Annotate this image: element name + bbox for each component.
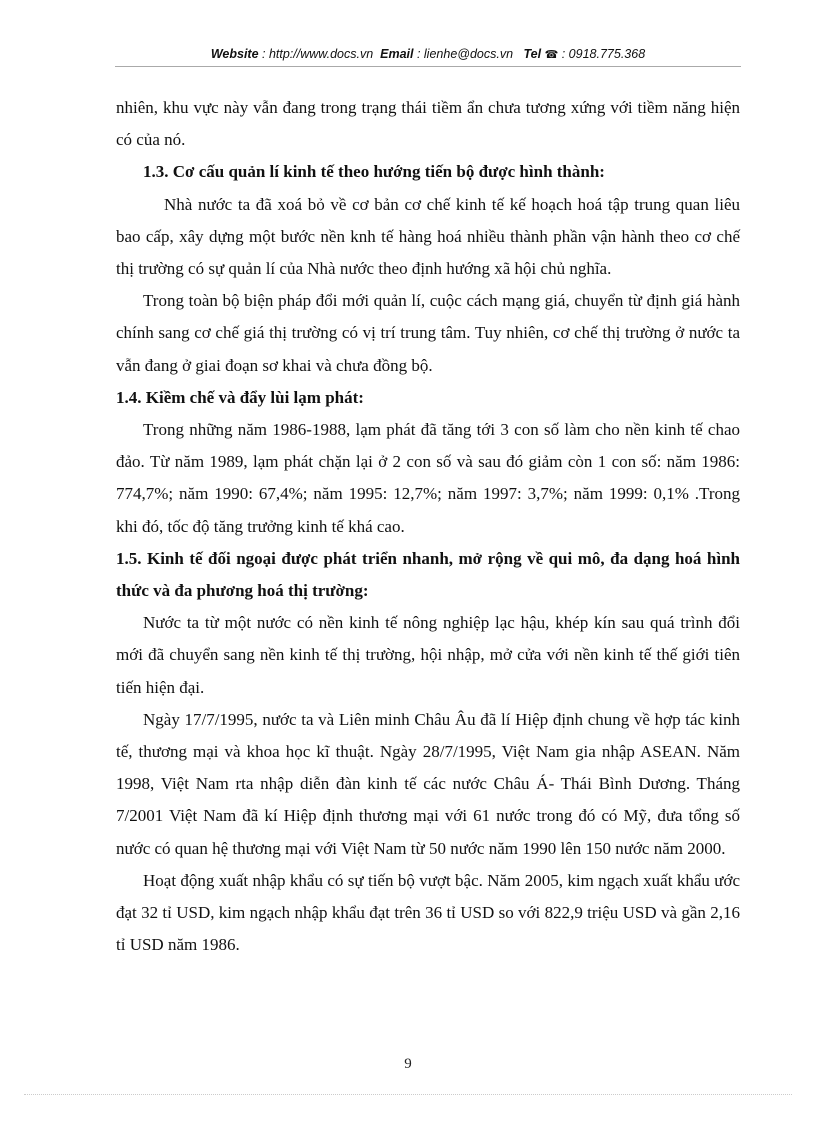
phone-number: : 0918.775.368 xyxy=(558,47,646,61)
website-separator: : xyxy=(258,47,269,61)
section-heading-1-5: 1.5. Kinh tế đối ngoại được phát triển nhanh, mở rộng về qui mô, đa dạng hoá hình thức và đa phương hoá thị trường: xyxy=(116,548,740,601)
website-url[interactable]: http://www.docs.vn xyxy=(268,47,374,61)
page-header xyxy=(115,47,741,61)
tel-label: Tel xyxy=(523,47,542,61)
email-address[interactable]: lienhe@docs.vn xyxy=(423,47,514,61)
footer-divider xyxy=(24,1094,792,1095)
section-heading-1-4: 1.4. Kiềm chế và đẩy lùi lạm phát: xyxy=(116,387,364,407)
header-divider xyxy=(115,66,741,67)
page-number: 9 xyxy=(404,1056,412,1072)
document-body xyxy=(116,92,740,961)
paragraph: Hoạt động xuất nhập khẩu có sự tiến bộ vượt bậc. Năm 2005, kim ngạch xuất khẩu ước đạt 32 tỉ USD, kim ngạch nhập khẩu đạt trên 36 tỉ USD so với 822,9 triệu USD và gần 2,16 tỉ USD năm 1986. xyxy=(116,870,740,955)
section-heading-1-3: 1.3. Cơ cấu quản lí kinh tế theo hướng tiến bộ được hình thành: xyxy=(143,162,605,182)
paragraph: Nước ta từ một nước có nền kinh tế nông nghiệp lạc hậu, khép kín sau quá trình đổi mới đã chuyển sang nền kinh tế thị trường, hội nhập, mở cửa với nền kinh tế thế giới tiên tiến hiện đại. xyxy=(116,613,740,697)
paragraph: Trong toàn bộ biện pháp đổi mới quản lí, cuộc cách mạng giá, chuyển từ định giá hành chính sang cơ chế giá thị trường có vị trí trung tâm. Tuy nhiên, cơ chế thị trường ở nước ta vẫn đang ở giai đoạn sơ khai và chưa đồng bộ. xyxy=(116,291,740,375)
paragraph: Nhà nước ta đã xoá bỏ về cơ bản cơ chế kinh tế kế hoạch hoá tập trung quan liêu bao cấp, xây dựng một bước nền knh tế hàng hoá nhiều thành phần vận hành theo cơ chế thị trường có sự quản lí của Nhà nước theo định hướng xã hội chủ nghĩa. xyxy=(116,194,740,279)
email-separator: : xyxy=(413,47,424,61)
paragraph: Trong những năm 1986-1988, lạm phát đã tăng tới 3 con số làm cho nền kinh tế chao đảo. Từ năm 1989, lạm phát chặn lại ở 2 con số và sau đó giảm còn 1 con số: năm 1986: 774,7%; năm 1990: 67,4%; năm 1995: 12,7%; năm 1997: 3,7%; năm 1999: 0,1% .Trong khi đó, tốc độ tăng trưởng kinh tế khá cao. xyxy=(116,420,740,536)
paragraph: nhiên, khu vực này vẫn đang trong trạng thái tiềm ẩn chưa tương xứng với tiềm năng hiện có của nó. xyxy=(116,98,740,150)
website-label: Website xyxy=(210,47,259,61)
paragraph: Ngày 17/7/1995, nước ta và Liên minh Châu Âu đã lí Hiệp định chung về hợp tác kinh tế, thương mại và khoa học kĩ thuật. Ngày 28/7/1995, Việt Nam gia nhập ASEAN. Năm 1998, Việt Nam rta nhập diễn đàn kinh tế các nước Châu Á- Thái Bình Dương. Tháng 7/2001 Việt Nam đã kí Hiệp định thương mại với 61 nước trong đó có Mỹ, đưa tổng số nước có quan hệ thương mại với Việt Nam từ 50 nước năm 1990 lên 150 nước năm 2000. xyxy=(116,709,740,858)
phone-icon: ☎ xyxy=(544,49,559,61)
email-label: Email xyxy=(380,47,414,61)
